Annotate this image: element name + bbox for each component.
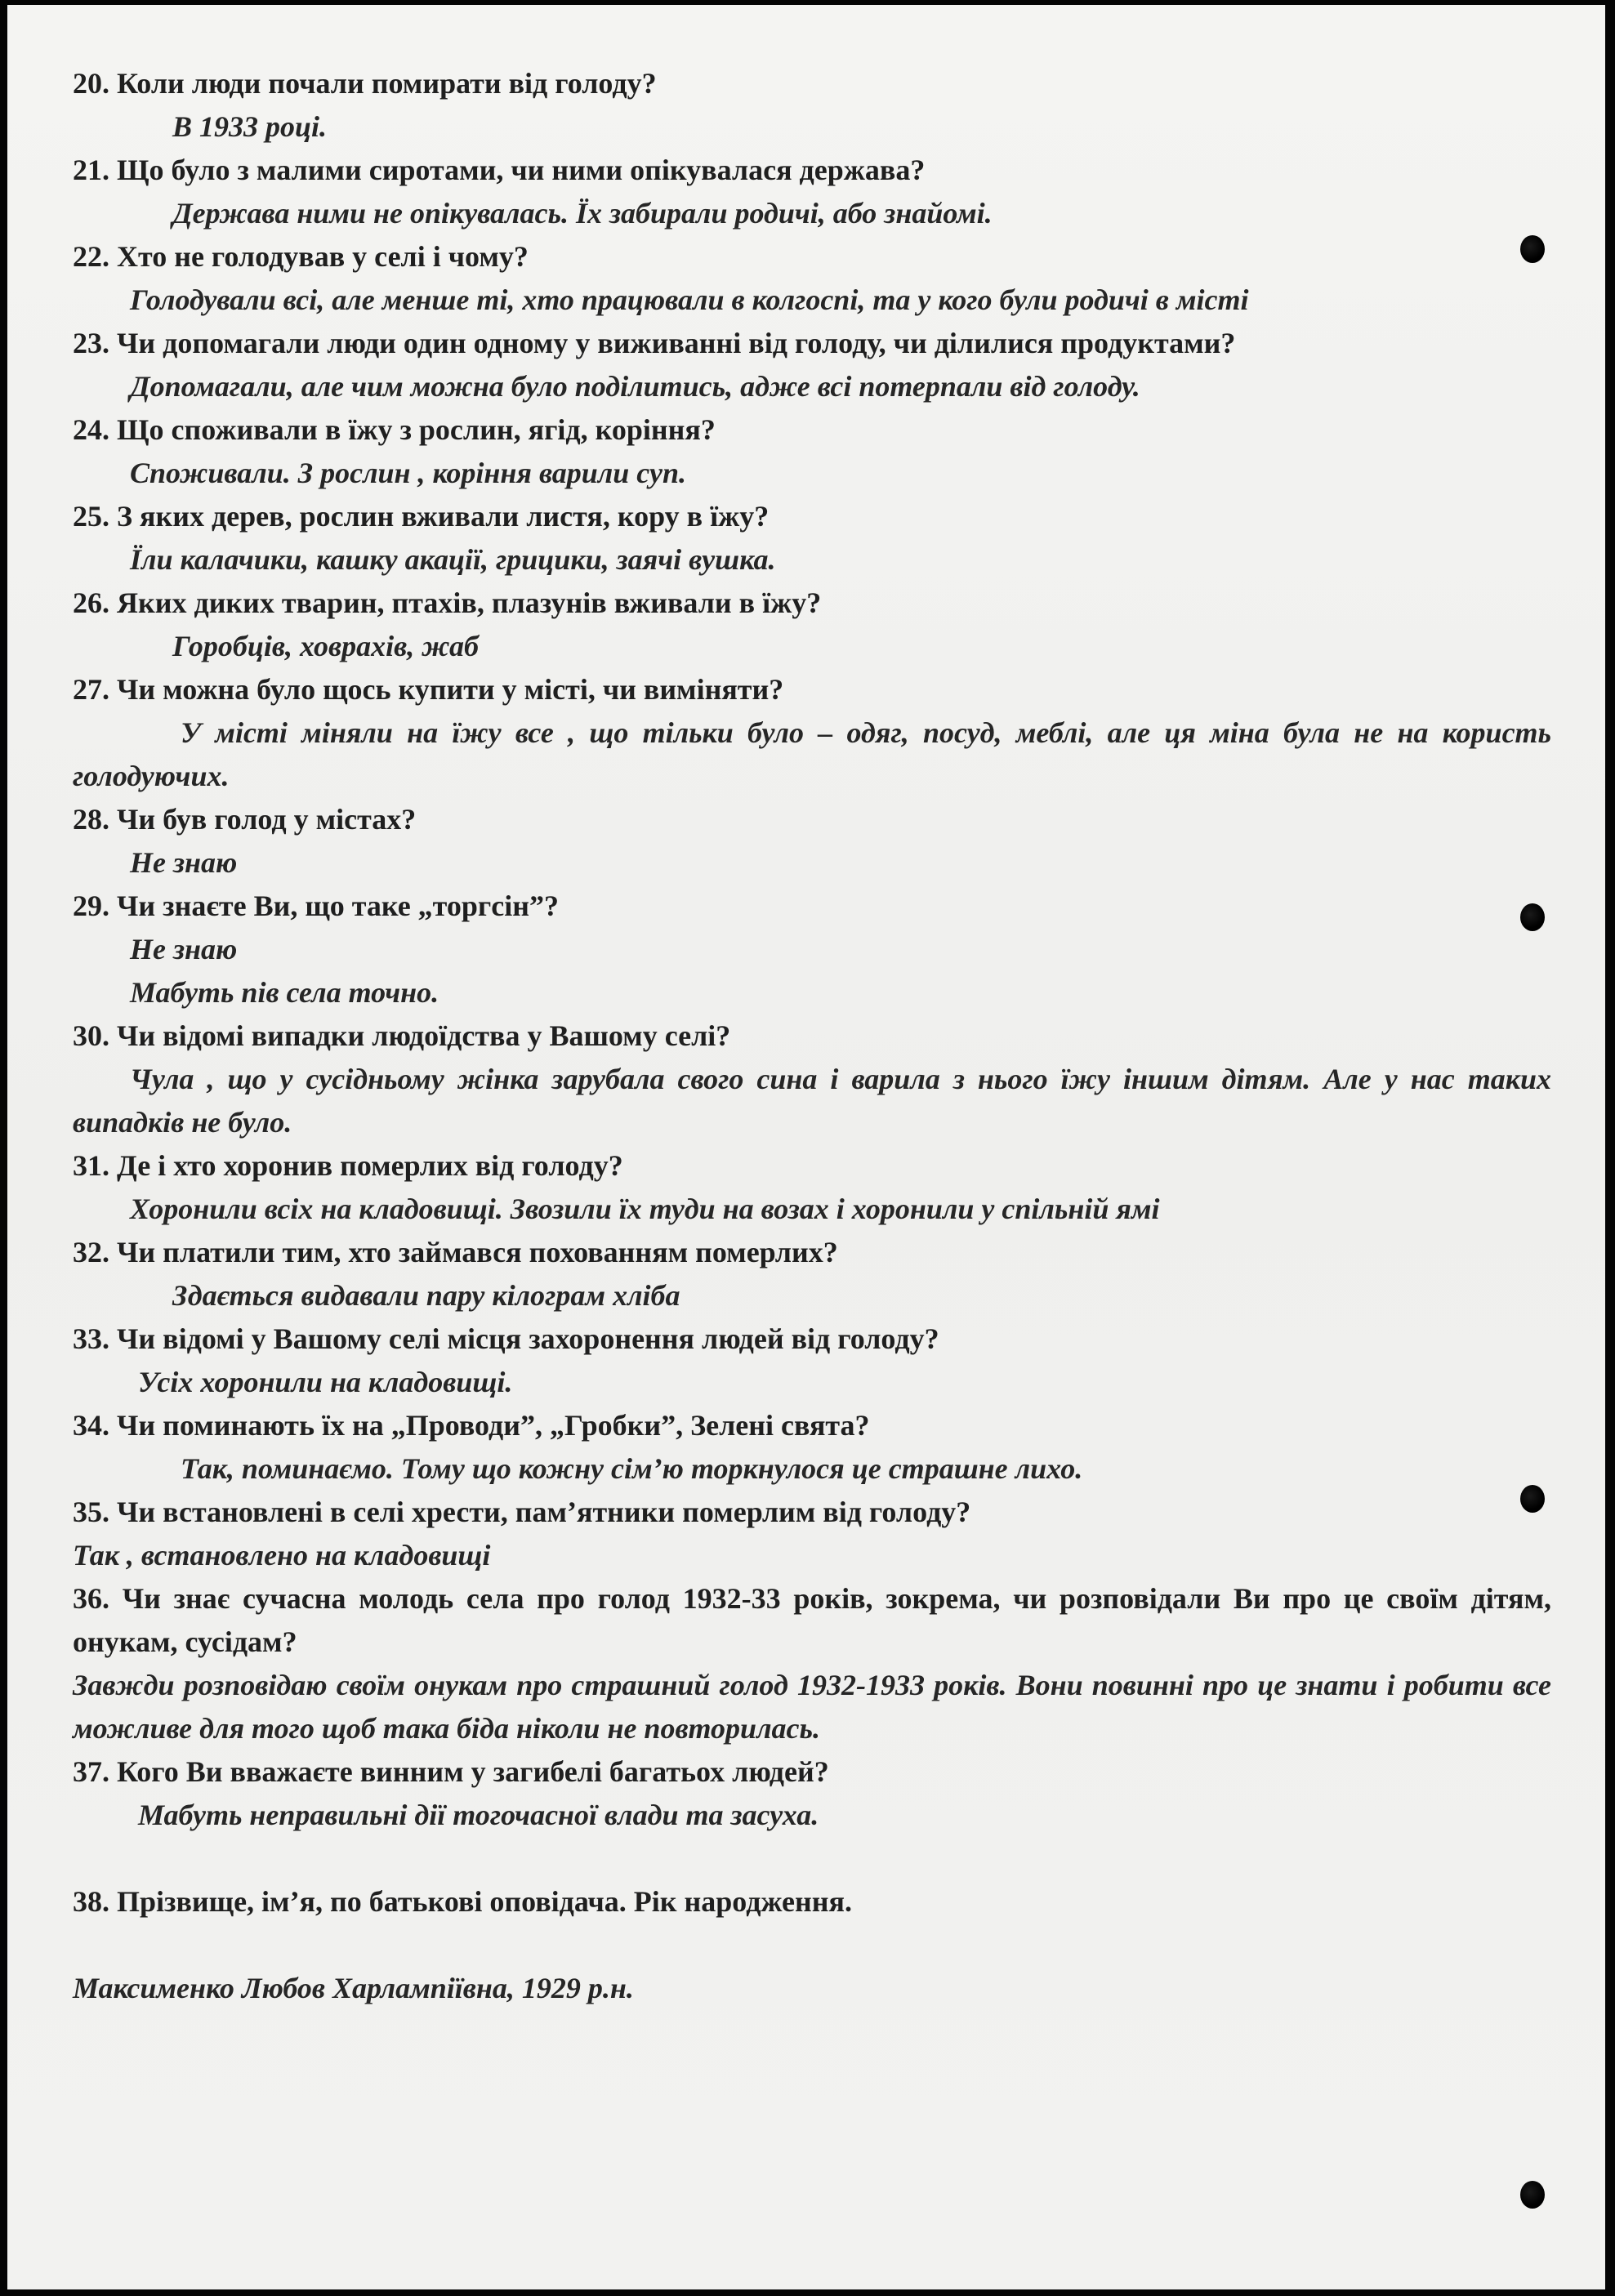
question-32: 32. Чи платили тим, хто займався похованням померлих? (73, 1236, 838, 1268)
question-24: 24. Що споживали в їжу з рослин, ягід, коріння? (73, 413, 716, 446)
answer-23: Допомагали, але чим можна було поділитись, адже всі потерпали від голоду. (130, 370, 1140, 403)
question-30: 30. Чи відомі випадки людоїдства у Вашому селі? (73, 1019, 731, 1052)
punch-hole (1520, 235, 1545, 263)
answer-21: Держава ними не опікувалась. Їх забирали родичі, або знайомі. (172, 197, 993, 230)
answer-29-line-2: Мабуть пів села точно. (130, 976, 439, 1009)
question-38: 38. Прізвище, ім’я, по батькові оповідача. Рік народження. (73, 1885, 852, 1918)
question-33: 33. Чи відомі у Вашому селі місця захоронення людей від голоду? (73, 1322, 939, 1355)
question-25: 25. З яких дерев, рослин вживали листя, кору в їжу? (73, 500, 770, 533)
answer-32: Здається видавали пару кілограм хліба (172, 1279, 680, 1312)
answer-31: Хоронили всіх на кладовищі. Звозили їх туди на возах і хоронили у спільній ямі (130, 1193, 1160, 1225)
question-36: 36. Чи знає сучасна молодь села про голод 1932-33 років, зокрема, чи розповідали Ви про це своїм дітям, онукам, сусідам? (73, 1582, 1551, 1658)
punch-hole (1520, 2181, 1545, 2209)
question-20: 20. Коли люди почали помирати від голоду? (73, 67, 657, 100)
question-31: 31. Де і хто хоронив померлих від голоду? (73, 1149, 623, 1182)
paper-sheet (7, 5, 1605, 2289)
answer-28: Не знаю (130, 846, 238, 879)
answer-37: Мабуть неправильні дії тогочасної влади та засуха. (138, 1799, 819, 1831)
answer-25: Їли калачики, кашку акації, грицики, заячі вушка. (130, 543, 776, 576)
question-28: 28. Чи був голод у містах? (73, 803, 417, 836)
punch-hole (1520, 903, 1545, 931)
question-26: 26. Яких диких тварин, птахів, плазунів вживали в їжу? (73, 586, 822, 619)
answer-20: В 1933 році. (172, 110, 328, 143)
answer-36: Завжди розповідаю своїм онукам про страшний голод 1932-1933 років. Вони повинні про це знати і робити все можливе для того щоб така біда ніколи не повторилась. (73, 1669, 1551, 1745)
question-29: 29. Чи знаєте Ви, що таке „торгсін”? (73, 889, 559, 922)
answer-35: Так , встановлено на кладовищі (73, 1539, 491, 1572)
question-27: 27. Чи можна було щось купити у місті, чи виміняти? (73, 673, 784, 706)
spacer (73, 1924, 1551, 1967)
questionnaire (73, 62, 1551, 2010)
question-34: 34. Чи поминають їх на „Проводи”, „Гробки”, Зелені свята? (73, 1409, 870, 1442)
answer-24: Споживали. З рослин , коріння варили суп. (130, 457, 687, 489)
question-22: 22. Хто не голодував у селі і чому? (73, 240, 529, 273)
answer-22: Голодували всі, але менше ті, хто працювали в колгоспі, та у кого були родичі в місті (130, 283, 1249, 316)
question-21: 21. Що було з малими сиротами, чи ними опікувалася держава? (73, 154, 926, 186)
answer-27: У місті міняли на їжу все , що тільки було – одяг, посуд, меблі, але ця міна була не на користь голодуючих. (73, 716, 1551, 792)
answer-29-line-1: Не знаю (130, 933, 238, 965)
narrator-name: Максименко Любов Харлампіївна, 1929 р.н. (73, 1972, 634, 2004)
answer-26: Горобців, ховрахів, жаб (172, 630, 479, 662)
answer-30: Чула , що у сусідньому жінка зарубала свого сина і варила з нього їжу іншим дітям. Але у нас таких випадків не було. (73, 1063, 1551, 1139)
question-35: 35. Чи встановлені в селі хрести, пам’ятники померлим від голоду? (73, 1496, 971, 1528)
answer-33: Усіх хоронили на кладовищі. (138, 1366, 513, 1398)
spacer (73, 1837, 1551, 1880)
punch-hole (1520, 1485, 1545, 1513)
question-37: 37. Кого Ви вважаєте винним у загибелі багатьох людей? (73, 1755, 829, 1788)
answer-34: Так, поминаємо. Тому що кожну сім’ю торкнулося це страшне лихо. (181, 1452, 1083, 1485)
question-23: 23. Чи допомагали люди один одному у виживанні від голоду, чи ділилися продуктами? (73, 327, 1236, 359)
